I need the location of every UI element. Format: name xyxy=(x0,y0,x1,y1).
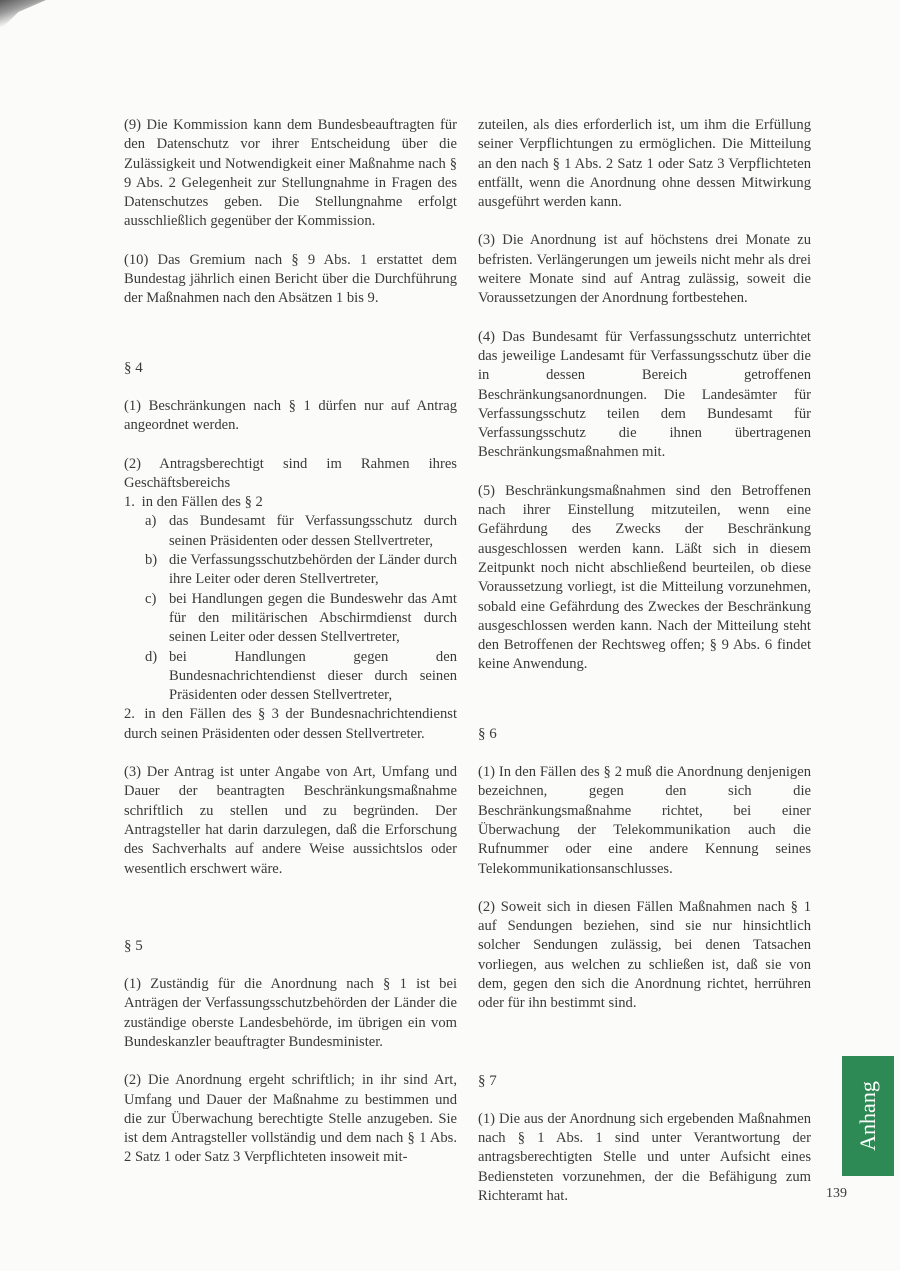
section-5-paragraph-5: (5) Beschränkungsmaßnahmen sind den Betroffenen nach ihrer Einstellung mitzuteilen, wenn eine Gefährdung des Zwecks der Beschränkung ausgeschlossen werden kann. Läßt sich in diesem Zeitpunkt noch nicht abschließend beurteilen, ob diese Voraussetzung vorliegt, ist die Mitteilung vorzunehmen, sobald eine Gefährdung des Zweckes der Beschränkung ausgeschlossen werden kann. Nach der Mitteilung steht den Betroffenen der Rechtsweg offen; § 9 Abs. 6 findet keine Anwendung. xyxy=(478,482,811,673)
sublist-item xyxy=(145,551,457,590)
sublist-letter: c) xyxy=(145,590,157,607)
section-7-paragraph-1: (1) Die aus der Anordnung sich ergebenden Maßnahmen nach § 1 Abs. 1 sind unter Verantwortung der antragsberechtigten Stelle und unter Aufsicht eines Bediensteten vorzunehmen, der die Befähigung zum Richteramt hat. xyxy=(478,1110,811,1205)
list-text: in den Fällen des § 2 xyxy=(141,494,263,511)
list-number: 1. xyxy=(124,494,135,511)
sublist-letter: d) xyxy=(145,648,158,665)
sublist-item xyxy=(145,590,457,648)
sublist-item xyxy=(145,648,457,706)
section-4-paragraph-1: (1) Beschränkungen nach § 1 dürfen nur auf Antrag angeordnet werden. xyxy=(124,397,457,434)
sublist-text: bei Handlungen gegen den Bundesnachrichtendienst dieser durch seinen Präsidenten oder dessen Stellvertreter, xyxy=(169,648,457,704)
sublist-letter: a) xyxy=(145,513,157,530)
list-item xyxy=(124,493,457,705)
list-text: in den Fällen des § 3 der Bundesnachrichtendienst durch seinen Präsidenten oder dessen Stellvertreter. xyxy=(124,706,457,742)
section-4-list xyxy=(124,493,457,744)
section-6-paragraph-2: (2) Soweit sich in diesen Fällen Maßnahmen nach § 1 auf Sendungen beziehen, sind sie nur hinsichtlich solcher Sendungen zulässig, bei denen Tatsachen vorliegen, aus welchen zu schließen ist, daß sie von dem, gegen den sich die Anordnung richtet, herrühren oder für ihn bestimmt sind. xyxy=(478,898,811,1012)
section-4-heading: § 4 xyxy=(124,359,143,376)
section-5-heading: § 5 xyxy=(124,937,143,954)
side-tab xyxy=(842,1056,894,1176)
sublist xyxy=(124,512,457,705)
left-column xyxy=(124,116,457,1168)
sublist-text: das Bundesamt für Verfassungsschutz durch seinen Präsidenten oder dessen Stellvertreter, xyxy=(169,513,457,549)
page-number: 139 xyxy=(826,1186,847,1201)
continuation-paragraph: zuteilen, als dies erforderlich ist, um ihm die Erfüllung seiner Verpflichtungen zu ermöglichen. Die Mitteilung an den nach § 1 Abs. 2 Satz 1 oder Satz 3 Verpflichteten entfällt, wenn die Anordnung ohne dessen Mitwirkung ausgeführt werden kann. xyxy=(478,117,811,211)
section-4-paragraph-2-intro: (2) Antragsberechtigt sind im Rahmen ihres Geschäftsbereichs xyxy=(124,455,457,491)
section-6-heading: § 6 xyxy=(478,725,497,742)
section-4-paragraph-3: (3) Der Antrag ist unter Angabe von Art, Umfang und Dauer der beantragten Beschränkungsmaßnahme schriftlich zu stellen und zu begründen. Der Antragsteller hat darin darzulegen, daß die Erforschung des Sachverhalts auf andere Weise aussichtslos oder wesentlich erschwert wäre. xyxy=(124,764,457,877)
sublist-item xyxy=(145,512,457,551)
sublist-text: die Verfassungsschutzbehörden der Länder durch ihre Leiter oder deren Stellvertreter, xyxy=(169,552,457,588)
sublist-text: bei Handlungen gegen die Bundeswehr das Amt für den militärischen Abschirmdienst durch seinen Leiter oder dessen Stellvertreter, xyxy=(169,590,457,646)
list-item xyxy=(124,705,457,744)
side-tab-label: Anhang xyxy=(855,1081,880,1151)
section-7-heading: § 7 xyxy=(478,1072,497,1089)
paragraph-10: (10) Das Gremium nach § 9 Abs. 1 erstattet dem Bundestag jährlich einen Bericht über die Durchführung der Maßnahmen nach den Absätzen 1 bis 9. xyxy=(124,251,457,307)
paragraph-9: (9) Die Kommission kann dem Bundesbeauftragten für den Datenschutz vor ihrer Entscheidung über die Zulässigkeit und Notwendigkeit einer Maßnahme nach § 9 Abs. 2 Gelegenheit zur Stellungnahme in Fragen des Datenschutzes geben. Die Stellungnahme erfolgt ausschließlich gegenüber der Kommission. xyxy=(124,117,457,230)
section-5-paragraph-4: (4) Das Bundesamt für Verfassungsschutz unterrichtet das jeweilige Landesamt für Verfassungsschutz über die in dessen Bereich getroffenen Beschränkungsanordnungen. Die Landesämter für Verfassungsschutz teilen dem Bundesamt für Verfassungsschutz die ihnen übertragenen Beschränkungsmaßnahmen mit. xyxy=(478,328,811,461)
section-6-paragraph-1: (1) In den Fällen des § 2 muß die Anordnung denjenigen bezeichnen, gegen den sich die Beschränkungsmaßnahme richtet, bei einer Überwachung der Telekommunikation auch die Rufnummer oder eine andere Kennung seines Telekommunikationsanschlusses. xyxy=(478,764,811,877)
section-5-paragraph-2: (2) Die Anordnung ergeht schriftlich; in ihr sind Art, Umfang und Dauer der Maßnahme zu bestimmen und die zur Überwachung berechtigte Stelle anzugeben. Sie ist dem Antragsteller vollständig und dem nach § 1 Abs. 2 Satz 1 oder Satz 3 Verpflichteten insoweit mit- xyxy=(124,1072,457,1166)
right-column xyxy=(478,116,811,1206)
section-5-paragraph-1: (1) Zuständig für die Anordnung nach § 1 ist bei Anträgen der Verfassungsschutzbehörden der Länder die zuständige oberste Landesbehörde, im übrigen ein vom Bundeskanzler beauftragter Bundesminister. xyxy=(124,976,457,1050)
list-number: 2. xyxy=(124,706,135,723)
corner-mark xyxy=(0,0,46,30)
sublist-letter: b) xyxy=(145,552,158,569)
section-5-paragraph-3: (3) Die Anordnung ist auf höchstens drei Monate zu befristen. Verlängerungen um jeweils nicht mehr als drei weitere Monate sind auf Antrag zulässig, soweit die Voraussetzungen der Anordnung fortbestehen. xyxy=(478,232,811,307)
